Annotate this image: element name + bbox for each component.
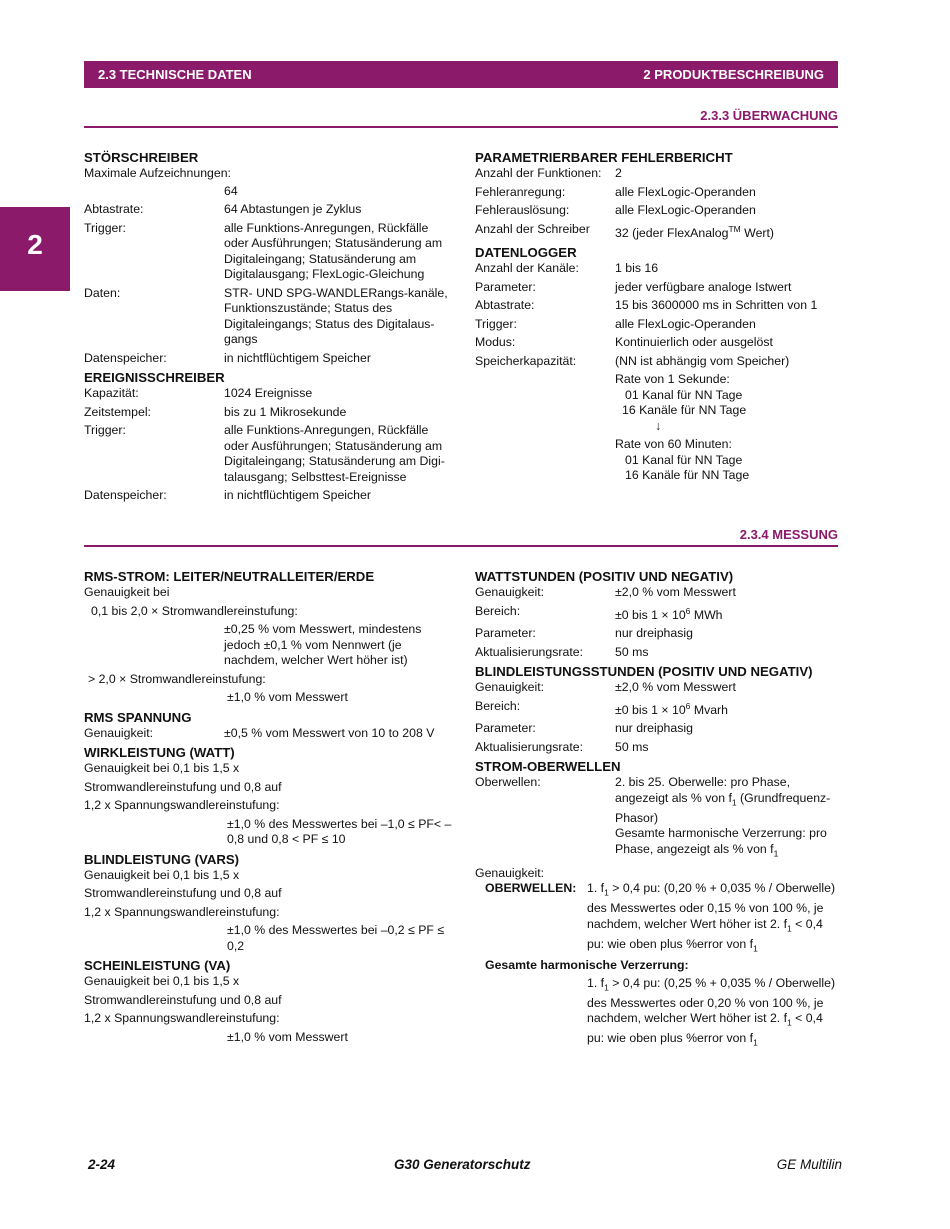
spec-value: ±1,0 % des Messwertes bei –0,2 ≤ PF ≤ 0,2 <box>227 923 445 953</box>
text-line: Genauigkeit bei 0,1 bis 1,5 x <box>84 761 240 775</box>
spec-row <box>475 680 840 696</box>
footer-company: GE Multilin <box>776 1157 842 1172</box>
spec-label: Aktualisierungsrate: <box>475 644 583 659</box>
spec-row <box>475 645 840 661</box>
rate-60m-line: 16 Kanäle für NN Tage <box>625 468 750 483</box>
text-line: > 2,0 × Stromwandlereinstufung: <box>88 671 266 686</box>
down-arrow-icon: ↓ <box>655 418 662 433</box>
text-line: Stromwandlereinstufung und 0,8 auf <box>84 779 282 794</box>
text-part: 1. f <box>587 975 605 990</box>
text-part: ±0 bis 1 × 10 <box>615 607 686 622</box>
subscript: 1 <box>753 1037 758 1048</box>
spec-value: STR- UND SPG-WANDLERangs-kanäle, Funktionszustände; Status des Digitaleingangs; Status des Digitalaus-gangs <box>224 285 448 346</box>
spec-value: nur dreiphasig <box>615 626 693 641</box>
section-rule <box>84 126 838 128</box>
text-part: > 0,4 pu: (0,25 % + 0,035 % / Oberwelle) des Messwertes oder 0,20 % von 100 %, je nachdem, welcher Wert höher ist 2. f <box>587 975 836 1026</box>
spec-value: alle FlexLogic-Operanden <box>615 203 756 217</box>
footer-page-number: 2-24 <box>88 1157 116 1172</box>
text-part: ±0 bis 1 × 10 <box>615 702 686 717</box>
spec-label: Anzahl der Kanäle: <box>475 261 579 276</box>
heading-stoerschreiber: STÖRSCHREIBER <box>84 150 199 165</box>
section-heading-messung: 2.3.4 MESSUNG <box>739 527 838 542</box>
heading-blindleistungsstunden: BLINDLEISTUNGSSTUNDEN (POSITIV UND NEGATIV) <box>475 664 813 680</box>
spec-label: Bereich: <box>475 698 521 713</box>
spec-row <box>475 280 840 296</box>
spec-label: Fehlerauslösung: <box>475 203 570 217</box>
spec-row <box>475 740 840 756</box>
spec-row <box>475 166 840 182</box>
spec-row <box>475 203 840 219</box>
spec-label: Gesamte harmonische Verzerrung: <box>485 958 689 973</box>
spec-value: 50 ms <box>615 644 649 659</box>
spec-value: ±2,0 % vom Messwert <box>615 585 736 599</box>
exponent-sup: 6 <box>685 605 691 616</box>
spec-label: Parameter: <box>475 721 536 736</box>
heading-blindleistung: BLINDLEISTUNG (VARS) <box>84 851 240 867</box>
heading-strom-oberwellen: STROM-OBERWELLEN <box>475 759 621 775</box>
spec-row <box>475 626 840 642</box>
text-line: 0,1 bis 2,0 × Stromwandlereinstufung: <box>91 603 298 618</box>
text-part: Wert) <box>740 225 775 240</box>
oberwellen-accuracy-row <box>475 881 840 956</box>
subscript: 1 <box>731 797 737 808</box>
rate-block <box>475 372 840 484</box>
spec-value: 50 ms <box>615 739 649 754</box>
right-column-top <box>475 146 840 484</box>
spec-label: Genauigkeit: <box>84 725 154 740</box>
spec-row <box>475 261 840 277</box>
text-line: Stromwandlereinstufung und 0,8 auf <box>84 992 282 1007</box>
spec-value: ±1,0 % vom Messwert <box>227 690 348 704</box>
spec-value <box>587 881 840 956</box>
spec-value: in nichtflüchtigem Speicher <box>224 488 371 502</box>
text-part: 1. f <box>587 881 605 896</box>
text-part: Gesamte harmonische Verzerrung: pro Phase, angezeigt als % von f <box>615 826 827 856</box>
spec-row <box>475 699 840 719</box>
text-line: Genauigkeit bei <box>84 585 170 599</box>
spec-label: Trigger: <box>84 220 126 235</box>
spec-row <box>475 585 840 601</box>
heading-datenlogger: DATENLOGGER <box>475 245 577 261</box>
spec-value: in nichtflüchtigem Speicher <box>224 350 371 365</box>
spec-row <box>84 221 454 283</box>
spec-value: (NN ist abhängig vom Speicher) <box>615 353 790 368</box>
spec-label: Parameter: <box>475 279 536 294</box>
text-part: < 0,4 pu: wie oben plus %error von f <box>587 1011 823 1046</box>
spec-label: Aktualisierungsrate: <box>475 739 583 754</box>
spec-row <box>84 423 454 485</box>
text-part: > 0,4 pu: (0,20 % + 0,035 % / Oberwelle) des Messwertes oder 0,15 % von 100 %, je nachdem, welcher Wert höher ist 2. f <box>587 881 836 931</box>
spec-label: Oberwellen: <box>475 775 541 790</box>
text-part: (Grundfrequenz-Phasor) <box>615 790 831 825</box>
spec-row <box>84 488 454 504</box>
heading-rms-spannung: RMS SPANNUNG <box>84 709 192 725</box>
spec-label: Modus: <box>475 335 516 350</box>
left-column-top <box>84 146 454 507</box>
rate-60m-label: Rate von 60 Minuten: <box>615 437 732 452</box>
heading-wattstunden: WATTSTUNDEN (POSITIV UND NEGATIV) <box>475 569 734 584</box>
spec-label: OBERWELLEN: <box>485 881 577 896</box>
text-part: Mvarh <box>690 702 728 717</box>
spec-label: Trigger: <box>84 423 126 437</box>
spec-label: Zeitstempel: <box>84 404 151 419</box>
text-part: 32 (jeder FlexAnalog <box>615 225 729 240</box>
footer-product-title: G30 Generatorschutz <box>394 1157 531 1172</box>
heading-wirkleistung: WIRKLEISTUNG (WATT) <box>84 745 235 760</box>
spec-value: jeder verfügbare analoge Istwert <box>615 279 792 294</box>
spec-label: Bereich: <box>475 603 521 618</box>
spec-value: ±1,0 % vom Messwert <box>227 1029 348 1044</box>
spec-value: alle FlexLogic-Operanden <box>615 184 756 199</box>
trademark-sup: TM <box>728 223 741 234</box>
heading-scheinleistung: SCHEINLEISTUNG (VA) <box>84 958 231 973</box>
text-line: 1,2 x Spannungswandlereinstufung: <box>84 904 280 919</box>
spec-label: Anzahl der Schreiber <box>475 221 590 236</box>
spec-label: Datenspeicher: <box>84 488 167 502</box>
spec-value <box>615 775 840 861</box>
spec-value <box>475 976 840 1051</box>
spec-label: Fehleranregung: <box>475 184 566 199</box>
spec-value: ±1,0 % des Messwertes bei –1,0 ≤ PF< –0,8 und 0,8 < PF ≤ 10 <box>227 816 452 846</box>
spec-row <box>84 351 454 367</box>
spec-value: 1024 Ereignisse <box>224 386 313 400</box>
spec-label: Parameter: <box>475 626 536 641</box>
spec-label: Genauigkeit: <box>475 680 545 695</box>
subscript: 1 <box>604 982 609 993</box>
spec-value: Kontinuierlich oder ausgelöst <box>615 335 773 350</box>
spec-label: Abtastrate: <box>84 202 144 216</box>
spec-label: Genauigkeit: <box>475 585 545 599</box>
rate-1s-label: Rate von 1 Sekunde: <box>615 372 730 387</box>
text-line: 1,2 x Spannungswandlereinstufung: <box>84 1011 280 1025</box>
text-line: Genauigkeit bei 0,1 bis 1,5 x <box>84 974 240 988</box>
spec-value <box>615 604 840 624</box>
subscript: 1 <box>787 1017 792 1028</box>
section-heading-ueberwachung: 2.3.3 ÜBERWACHUNG <box>700 108 838 123</box>
spec-row <box>84 386 454 402</box>
spec-value: 1 bis 16 <box>615 261 659 276</box>
subscript: 1 <box>773 848 779 859</box>
spec-row <box>475 317 840 333</box>
text-line: Genauigkeit: <box>475 865 545 880</box>
spec-label: Daten: <box>84 285 121 300</box>
spec-label: Datenspeicher: <box>84 350 167 365</box>
rate-1s-line: 16 Kanäle für NN Tage <box>622 403 747 418</box>
text-part: < 0,4 pu: wie oben plus %error von f <box>587 916 823 951</box>
spec-row <box>475 335 840 351</box>
spec-row <box>475 185 840 201</box>
page-header-bar <box>84 61 838 88</box>
spec-value: alle FlexLogic-Operanden <box>615 316 756 331</box>
text-part: MWh <box>690 607 723 622</box>
section-rule <box>84 545 838 547</box>
spec-row <box>475 775 840 861</box>
left-column-messung <box>84 565 454 1048</box>
spec-label: Trigger: <box>475 316 517 331</box>
spec-value: ±0,25 % vom Messwert, mindestens jedoch ±0,1 % vom Nennwert (je nachdem, welcher Wert höher ist) <box>224 622 422 667</box>
spec-label: Kapazität: <box>84 386 139 400</box>
spec-row <box>84 405 454 421</box>
heading-fehlerbericht: PARAMETRIERBARER FEHLERBERICHT <box>475 150 733 165</box>
spec-label: Speicherkapazität: <box>475 353 577 368</box>
spec-row <box>475 298 840 314</box>
spec-label: Anzahl der Funktionen: <box>475 166 602 180</box>
rate-60m-line: 01 Kanal für NN Tage <box>625 452 743 467</box>
spec-value: bis zu 1 Mikrosekunde <box>224 404 347 419</box>
text-line: Stromwandlereinstufung und 0,8 auf <box>84 886 282 900</box>
right-column-messung <box>475 565 840 1051</box>
rate-1s-line: 01 Kanal für NN Tage <box>625 387 743 402</box>
spec-row <box>84 286 454 348</box>
heading-rms-strom: RMS-STROM: LEITER/NEUTRALLEITER/ERDE <box>84 569 375 584</box>
spec-row <box>475 354 840 370</box>
text-line: 1,2 x Spannungswandlereinstufung: <box>84 798 280 812</box>
subscript: 1 <box>753 942 758 953</box>
spec-value: 64 Abtastungen je Zyklus <box>224 202 362 216</box>
spec-row <box>84 202 454 218</box>
header-section-title: 2.3 TECHNISCHE DATEN <box>98 67 252 82</box>
value-max-aufzeichnungen: 64 <box>224 183 238 198</box>
spec-value: 2 <box>615 166 622 180</box>
spec-row <box>84 726 454 742</box>
spec-value: alle Funktions-Anregungen, Rückfälle oder Ausführungen; Statusänderung am Digitaleingang; Statusänderung am Digi-talausgang; Selbsttest-Ereignisse <box>224 423 445 484</box>
subscript: 1 <box>604 887 609 898</box>
spec-label: Abtastrate: <box>475 298 535 313</box>
spec-row <box>475 604 840 624</box>
header-chapter-title: 2 PRODUKTBESCHREIBUNG <box>643 67 824 82</box>
heading-ereignisschreiber: EREIGNISSCHREIBER <box>84 370 225 385</box>
spec-value <box>615 699 840 719</box>
spec-value: alle Funktions-Anregungen, Rückfälle oder Ausführungen; Statusänderung am Digitaleingang; Statusänderung am Digitalausgang; FlexLogic-Gleichung <box>224 220 443 281</box>
spec-value: 15 bis 3600000 ms in Schritten von 1 <box>615 298 818 313</box>
text-line: Genauigkeit bei 0,1 bis 1,5 x <box>84 867 240 882</box>
spec-value <box>615 222 840 242</box>
text-part: 2. bis 25. Oberwelle: pro Phase, angezeigt als % von f <box>615 775 790 805</box>
spec-value: nur dreiphasig <box>615 721 693 736</box>
spec-row <box>475 721 840 737</box>
chapter-side-tab: 2 <box>0 207 70 291</box>
label-max-aufzeichnungen: Maximale Aufzeichnungen: <box>84 166 231 180</box>
spec-value: ±2,0 % vom Messwert <box>615 680 736 695</box>
subscript: 1 <box>787 923 792 933</box>
spec-row <box>475 222 840 242</box>
exponent-sup: 6 <box>685 700 691 711</box>
spec-value: ±0,5 % vom Messwert von 10 to 208 V <box>224 725 435 740</box>
